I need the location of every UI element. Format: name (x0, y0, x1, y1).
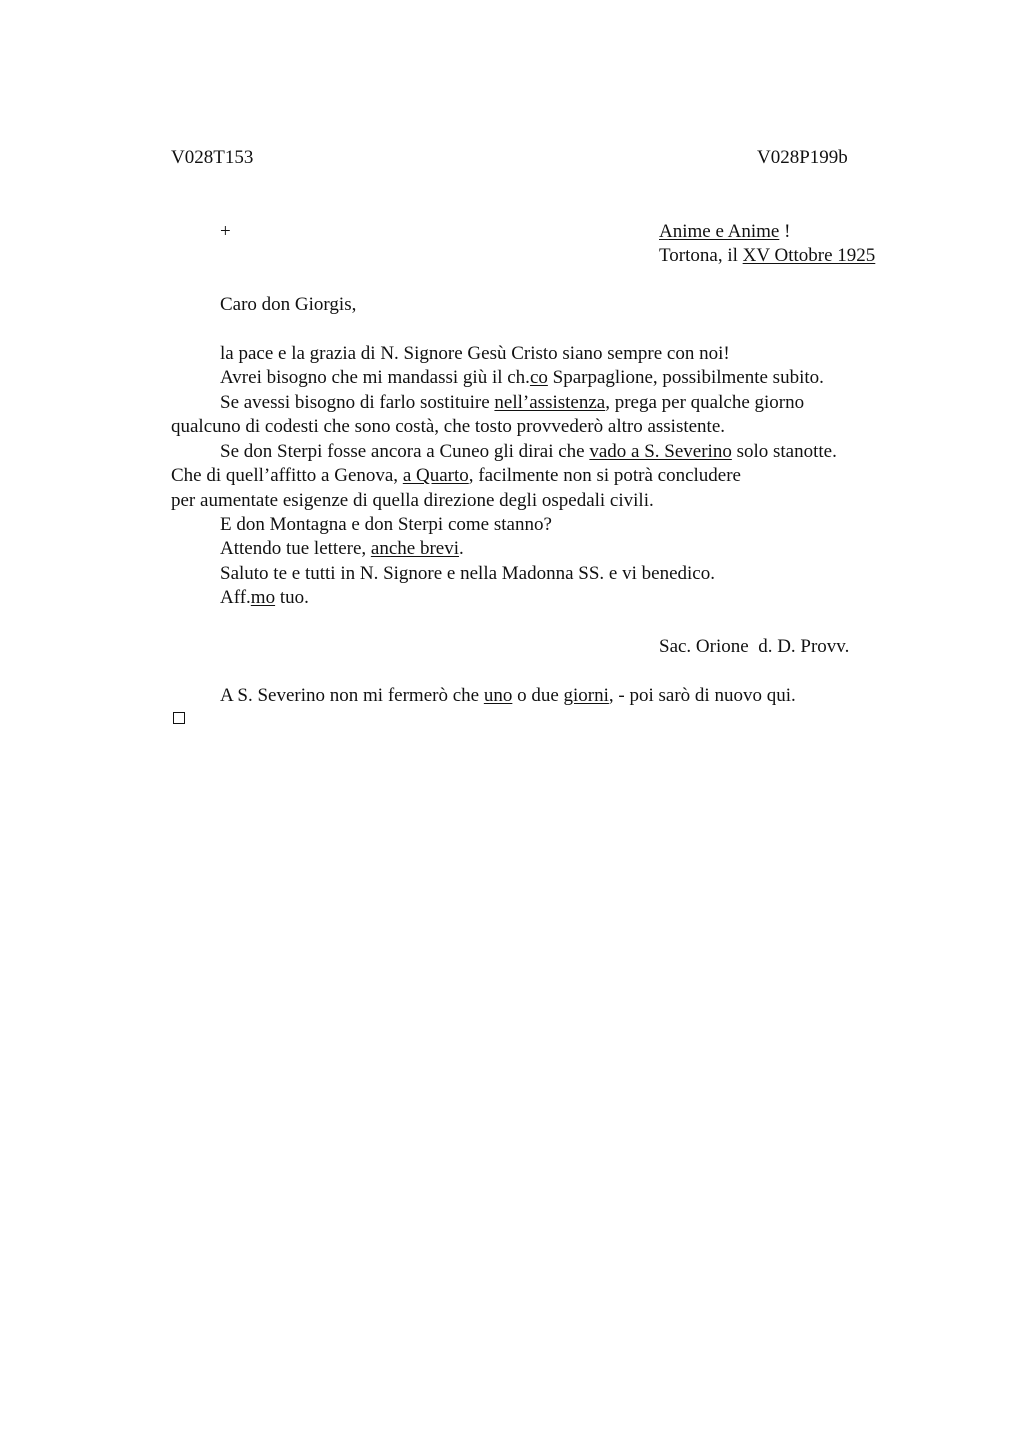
text-run: Attendo tue lettere, (220, 538, 371, 559)
body-line (220, 366, 824, 390)
body-line: la pace e la grazia di N. Signore Gesù Cristo siano sempre con noi! (220, 343, 730, 364)
greeting: Caro don Giorgis, (220, 294, 357, 315)
underlined-text: uno (483, 685, 513, 706)
closing (220, 586, 309, 610)
text-run: , - poi sarò di nuovo qui. (608, 685, 796, 706)
text-run: Avrei bisogno che mi mandassi giù il ch. (220, 367, 530, 388)
body-line: E don Montagna e don Sterpi come stanno? (220, 514, 552, 535)
text-run: Aff. (220, 587, 251, 608)
text-run: . (458, 538, 464, 559)
underlined-text: vado a S. Severino (589, 441, 732, 462)
text-run: Se don Sterpi fosse ancora a Cuneo gli dirai che (220, 441, 590, 462)
text-run: , facilmente non si potrà concludere (468, 465, 741, 486)
text-run: Che di quell’affitto a Genova, (171, 465, 403, 486)
document-code-right: V028P199b (757, 147, 848, 168)
body-line (171, 464, 741, 488)
motto-text: Anime e Anime (659, 221, 780, 242)
text-run: tuo. (275, 587, 309, 608)
text-run: solo stanotte. (731, 441, 837, 462)
motto (659, 220, 790, 244)
underlined-text: co (529, 367, 548, 388)
body-line (220, 537, 464, 561)
underlined-text: anche brevi (370, 538, 459, 559)
text-run: o due (512, 685, 564, 706)
text-run: , prega per qualche giorno (605, 392, 805, 413)
signature: Sac. Orione d. D. Provv. (659, 636, 850, 657)
underlined-text: nell’assistenza (494, 392, 606, 413)
body-line: per aumentate esigenze di quella direzione degli ospedali civili. (171, 490, 654, 511)
document-code-left: V028T153 (171, 147, 254, 168)
underlined-text: a Quarto (402, 465, 469, 486)
underlined-text: giorni (563, 685, 609, 706)
text-run: Sparpaglione, possibilmente subito. (547, 367, 824, 388)
postscript (220, 684, 796, 708)
place: Tortona, il (659, 245, 743, 266)
body-line: qualcuno di codesti che sono costà, che tosto provvederò altro assistente. (171, 416, 726, 437)
motto-punctuation: ! (779, 221, 791, 242)
end-of-document-square (173, 712, 185, 724)
place-date (659, 244, 875, 268)
body-line (220, 391, 804, 415)
text-run: A S. Severino non mi fermerò che (220, 685, 484, 706)
body-line (220, 440, 837, 464)
date: XV Ottobre 1925 (742, 245, 876, 266)
text-run: Se avessi bisogno di farlo sostituire (220, 392, 495, 413)
underlined-text: mo (250, 587, 276, 608)
cross-mark: + (220, 221, 231, 242)
body-line: Saluto te e tutti in N. Signore e nella Madonna SS. e vi benedico. (220, 563, 715, 584)
